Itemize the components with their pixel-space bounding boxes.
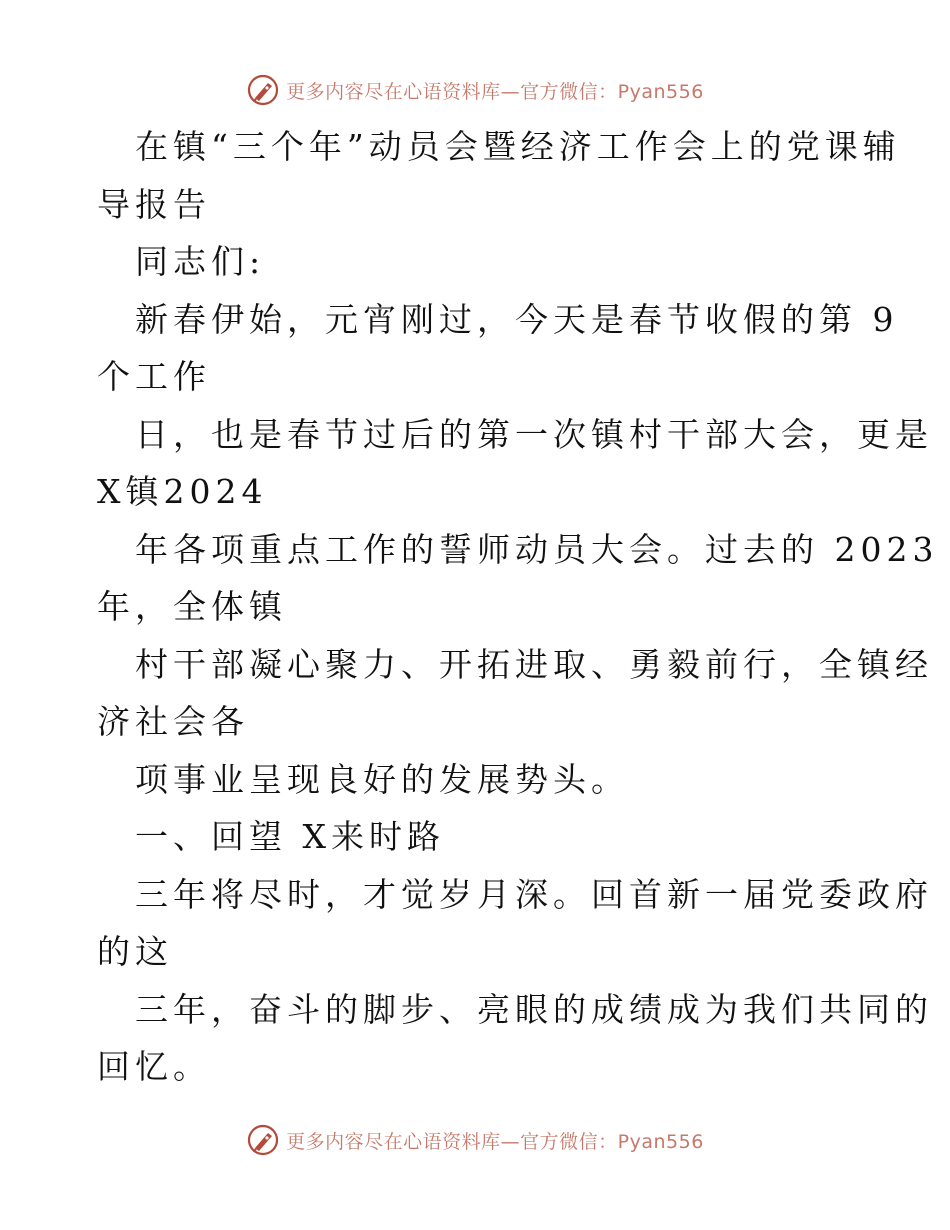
body-line-3: 日，也是春节过后的第一次镇村干部大会，更是 <box>135 414 933 454</box>
body-line-5: 年各项重点工作的誓师动员大会。过去的 2023 <box>135 529 939 569</box>
watermark-text: 更多内容尽在心语资料库—官方微信：Pyan556 <box>286 80 704 103</box>
document-body <box>97 118 939 1096</box>
pen-nib-logo-icon <box>246 1123 280 1157</box>
body-line-8: 济社会各 <box>97 702 249 741</box>
body-line-2: 个工作 <box>97 357 211 396</box>
body-line-13: 回忆。 <box>97 1047 211 1086</box>
footer-watermark <box>0 1120 950 1160</box>
salutation: 同志们: <box>135 242 266 281</box>
body-line-1: 新春伊始，元宵刚过，今天是春节收假的第 9 <box>135 299 899 339</box>
body-line-6: 年，全体镇 <box>97 587 287 626</box>
watermark-text: 更多内容尽在心语资料库—官方微信：Pyan556 <box>286 1130 704 1153</box>
body-line-4: X镇2024 <box>97 472 268 511</box>
title-line-1: 在镇“三个年”动员会暨经济工作会上的党课辅 <box>135 127 901 166</box>
body-line-9: 项事业呈现良好的发展势头。 <box>135 759 629 799</box>
body-line-12: 三年，奋斗的脚步、亮眼的成绩成为我们共同的 <box>135 989 933 1029</box>
body-line-11: 的这 <box>97 932 173 971</box>
body-line-7: 村干部凝心聚力、开拓进取、勇毅前行，全镇经 <box>135 644 933 684</box>
pen-nib-logo-icon <box>246 73 280 107</box>
title-line-2: 导报告 <box>97 184 211 224</box>
body-line-10: 三年将尽时，才觉岁月深。回首新一届党委政府 <box>135 874 933 914</box>
header-watermark <box>0 70 950 110</box>
section-heading-1: 一、回望 X来时路 <box>135 817 445 856</box>
